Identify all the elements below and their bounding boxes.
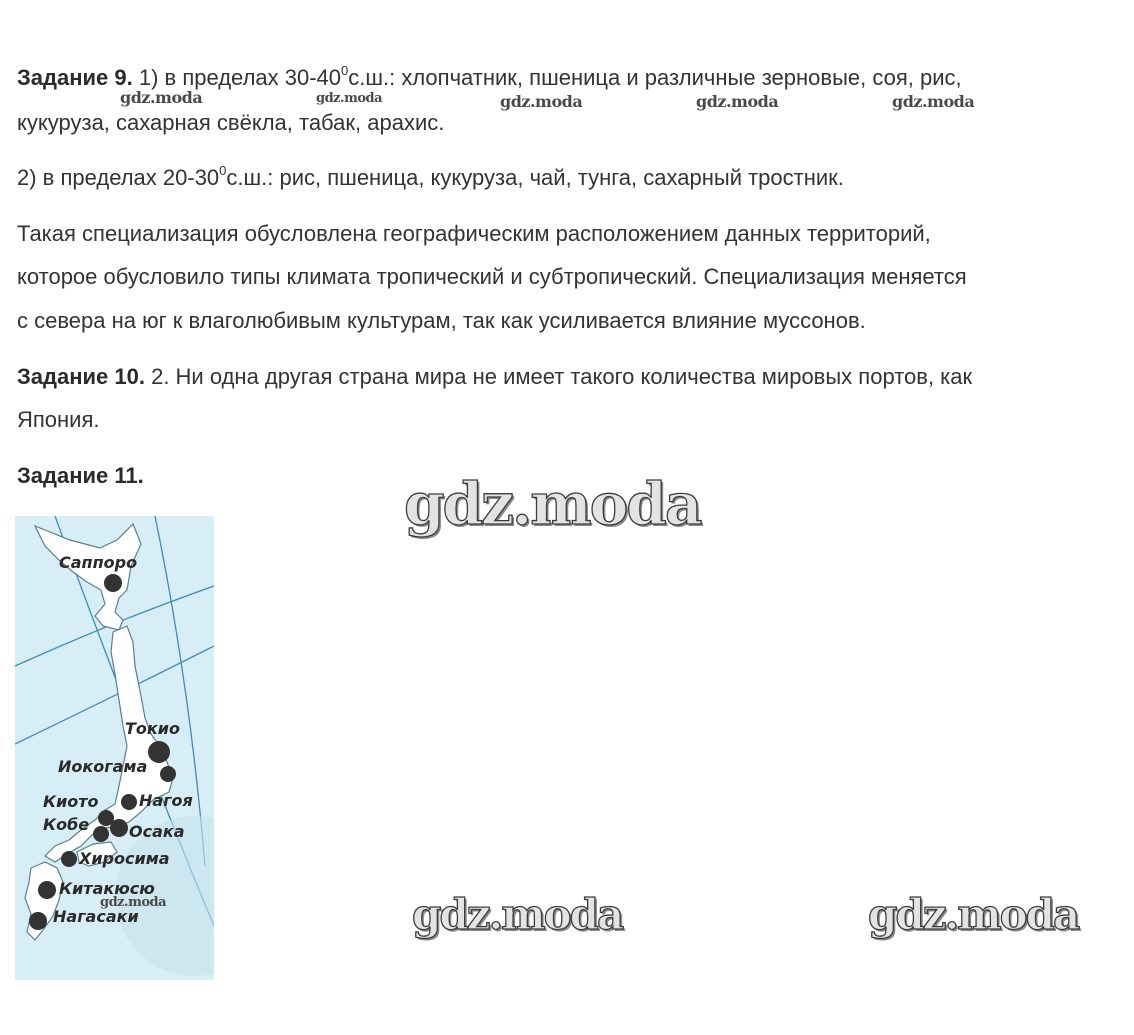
city-dot-nagoya bbox=[121, 794, 137, 810]
city-dot-sapporo bbox=[104, 574, 122, 592]
task10-line1: Задание 10. 2. Ни одна другая страна мира не имеет такого количества мировых портов, как bbox=[17, 364, 973, 389]
japan-map bbox=[15, 516, 214, 980]
city-dot-kobe bbox=[93, 826, 109, 842]
task9-title: Задание 9. bbox=[17, 65, 133, 90]
city-label-osaka: Осака bbox=[129, 822, 185, 841]
city-label-hiroshima: Хиросима bbox=[79, 849, 170, 868]
task9-explanation-line1: Такая специализация обусловлена географическим расположением данных территорий, bbox=[17, 221, 931, 246]
city-dot-osaka bbox=[110, 819, 128, 837]
task9-line2: кукуруза, сахарная свёкла, табак, арахис. bbox=[17, 110, 445, 135]
city-label-kobe: Кобе bbox=[43, 815, 90, 834]
city-label-nagasaki: Нагасаки bbox=[53, 907, 139, 926]
city-label-nagoya: Нагоя bbox=[139, 791, 193, 810]
watermark-small-3: gdz.moda bbox=[500, 92, 583, 111]
city-dot-hiroshima bbox=[61, 851, 77, 867]
city-dot-kitakyushu bbox=[38, 881, 56, 899]
watermark-small-4: gdz.moda bbox=[696, 92, 779, 111]
watermark-small-6: gdz.moda bbox=[100, 895, 167, 910]
watermark-small-1: gdz.moda bbox=[120, 88, 203, 107]
watermark-big-1: gdz.moda bbox=[404, 470, 701, 538]
city-dot-nagasaki bbox=[29, 912, 47, 930]
task10-title: Задание 10. bbox=[17, 364, 145, 389]
watermark-small-2: gdz.moda bbox=[316, 91, 383, 106]
city-label-tokyo: Токио bbox=[125, 719, 180, 738]
watermark-small-5: gdz.moda bbox=[892, 92, 975, 111]
city-label-kyoto: Киото bbox=[43, 792, 99, 811]
task9-line1: Задание 9. 1) в пределах $30-40^0с.ш$.: хлопчатник, пшеница и различные зерновые, соя, рис, bbox=[17, 63, 962, 90]
city-label-yokohama: Иокогама bbox=[58, 757, 148, 776]
watermark-big-3: gdz.moda bbox=[868, 890, 1079, 939]
task9-explanation-line3: с севера на юг к влаголюбивым культурам, так как усиливается влияние муссонов. bbox=[17, 308, 866, 333]
city-label-kitakyushu: Китакюсю bbox=[59, 879, 155, 898]
city-dot-tokyo bbox=[148, 741, 170, 763]
task10-line2: Япония. bbox=[17, 407, 100, 432]
task9-part2: 2) в пределах $20-30^0с.ш$.: рис, пшеница, кукуруза, чай, тунга, сахарный тростник. bbox=[17, 163, 844, 190]
task9-explanation-line2: которое обусловило типы климата тропический и субтропический. Специализация меняется bbox=[17, 264, 967, 289]
task11-title: Задание 11. bbox=[17, 463, 144, 488]
city-label-sapporo: Саппоро bbox=[59, 553, 138, 572]
city-dot-yokohama bbox=[160, 766, 176, 782]
watermark-big-2: gdz.moda bbox=[412, 890, 623, 939]
